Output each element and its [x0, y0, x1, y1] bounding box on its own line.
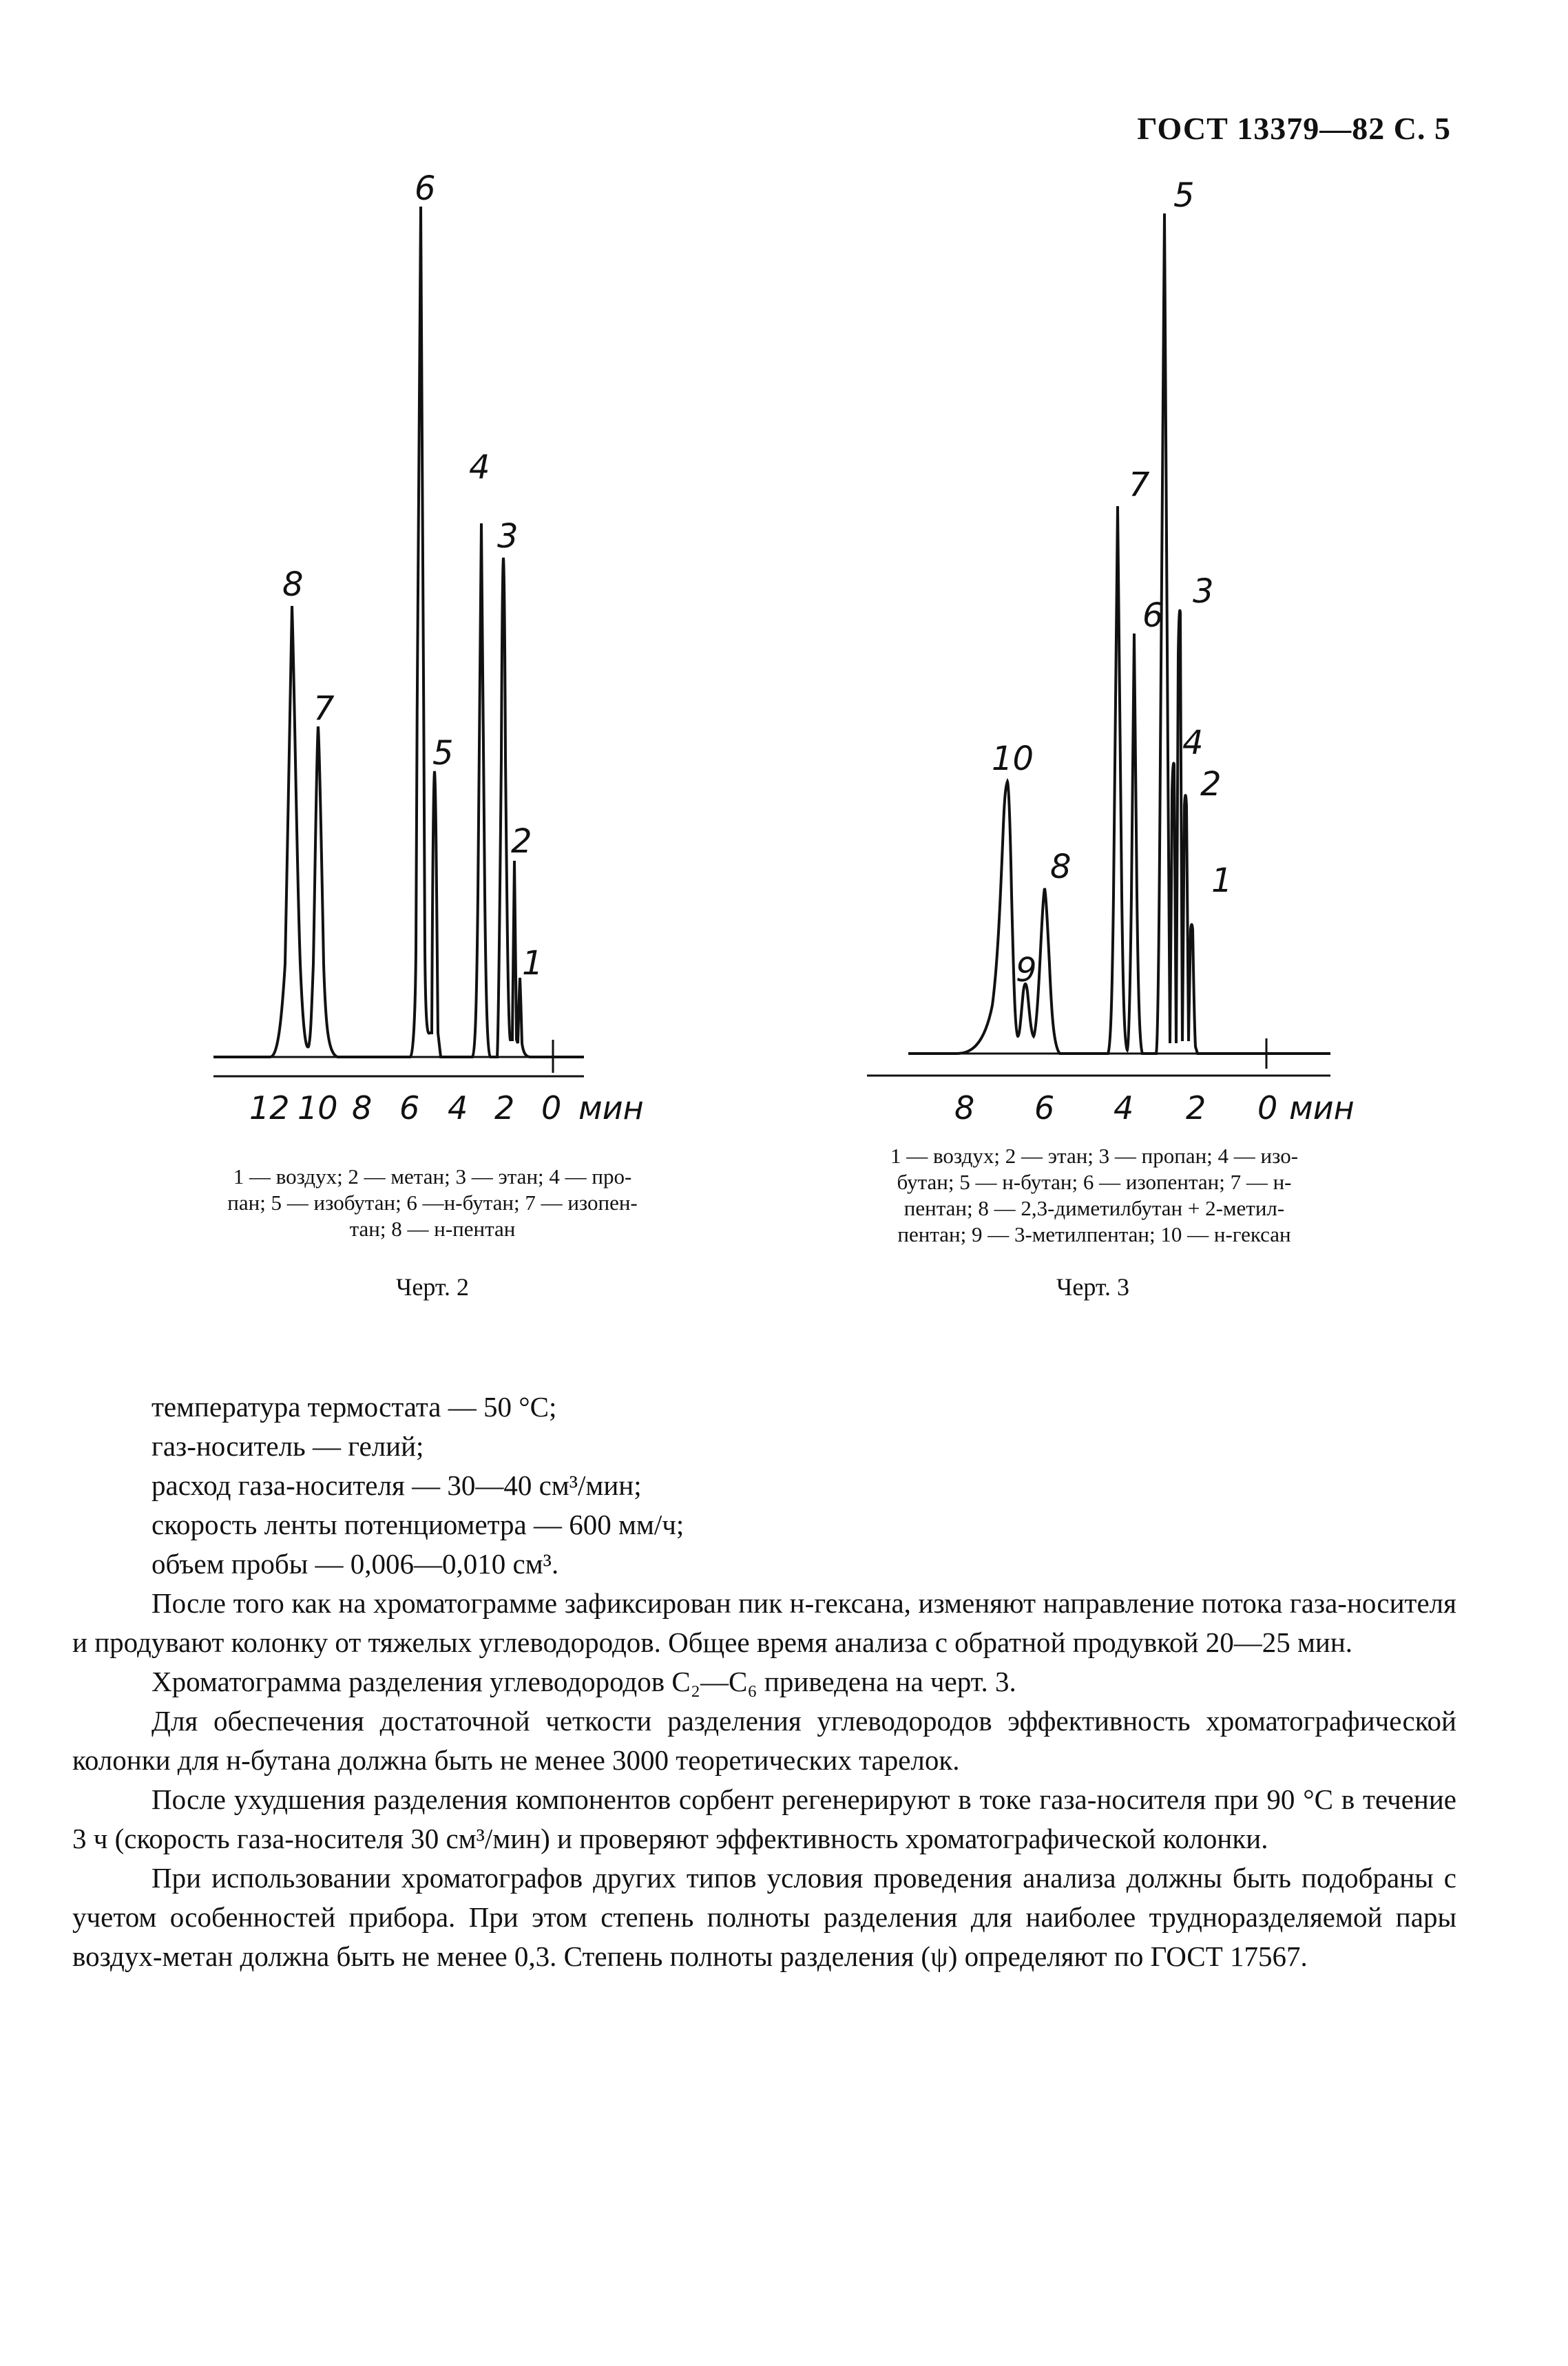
- legend-line: пан; 5 — изобутан; 6 —н-бутан; 7 — изопен-: [227, 1191, 638, 1215]
- tick-label: 2: [1186, 1089, 1206, 1127]
- caption-fig3: Черт. 3: [1056, 1273, 1129, 1301]
- legend-line: пентан; 9 — 3-метилпентан; 10 — н-гексан: [897, 1222, 1291, 1246]
- axis-unit: мин: [578, 1089, 644, 1127]
- axis-ticks-fig2: [249, 1089, 644, 1127]
- peak-label: 8: [282, 565, 304, 604]
- caption-fig2: Черт. 2: [396, 1273, 469, 1301]
- peak-label: 5: [1173, 176, 1195, 215]
- legend-fig2: [185, 1164, 680, 1242]
- trace-fig3: [908, 213, 1330, 1054]
- legend-line: 1 — воздух; 2 — метан; 3 — этан; 4 — про-: [233, 1164, 632, 1189]
- tick-label: 4: [1114, 1089, 1134, 1127]
- tick-label: 6: [1034, 1089, 1055, 1127]
- figure-3: [784, 0, 1568, 1343]
- legend-line: пентан; 8 — 2,3-диметилбутан + 2-метил-: [903, 1196, 1285, 1220]
- tick-label: 0: [1257, 1089, 1278, 1127]
- peak-label: 9: [1016, 951, 1037, 990]
- paragraph: После того как на хроматограмме зафиксирован пик н-гексана, изменяют направление потока газа-носителя и продувают колонку от тяжелых углеводородов. Общее время анализа с обратной продувкой 20—25 мин.: [72, 1587, 1456, 1658]
- condition-line: расход газа-носителя — 30—40 см³/мин;: [151, 1469, 642, 1501]
- peak-label: 10: [992, 740, 1034, 778]
- peak-label: 2: [511, 822, 532, 861]
- paragraph: Хроматограмма разделения углеводородов С₂—С₆ приведена на черт. 3.: [151, 1666, 1016, 1697]
- peak-label: 4: [469, 448, 490, 487]
- peak-label: 7: [1129, 465, 1150, 504]
- peak-label: 3: [497, 517, 519, 556]
- peak-label: 3: [1193, 572, 1214, 611]
- peak-label: 2: [1200, 765, 1222, 804]
- chromatogram-2: [0, 0, 784, 1343]
- tick-label: 4: [448, 1089, 468, 1127]
- peak-label: 5: [432, 734, 454, 773]
- chromatogram-3: [784, 0, 1568, 1343]
- tick-label: 6: [399, 1089, 420, 1127]
- paragraph: При использовании хроматографов других типов условия проведения анализа должны быть подобраны с учетом особенностей прибора. При этом степень полноты разделения для наиболее трудноразделяемой пары воздух-метан должна быть не менее 0,3. Степень полноты разделения (ψ) определяют по ГОСТ 17567.: [72, 1862, 1456, 1972]
- trace-fig2: [213, 207, 584, 1057]
- tick-label: 2: [494, 1089, 515, 1127]
- tick-label: 10: [297, 1089, 338, 1127]
- conditions-list: [151, 1388, 1456, 1584]
- legend-line: 1 — воздух; 2 — этан; 3 — пропан; 4 — изо-: [890, 1144, 1299, 1168]
- axis-ticks-fig3: [954, 1089, 1355, 1127]
- paragraph: Для обеспечения достаточной четкости разделения углеводородов эффективность хроматографической колонки для н-бутана должна быть не менее 3000 теоретических тарелок.: [72, 1705, 1456, 1776]
- paragraph: После ухудшения разделения компонентов сорбент регенерируют в токе газа-носителя при 90 °С в течение 3 ч (скорость газа-носителя 30 см³/мин) и проверяют эффективность хроматографической колонки.: [72, 1783, 1456, 1854]
- peak-label: 7: [313, 689, 335, 728]
- legend-line: бутан; 5 — н-бутан; 6 — изопентан; 7 — н-: [897, 1170, 1292, 1194]
- tick-label: 8: [352, 1089, 373, 1127]
- condition-line: газ-носитель — гелий;: [151, 1430, 424, 1462]
- body-text: [72, 1388, 1456, 1976]
- axis-unit: мин: [1289, 1089, 1355, 1127]
- peak-label: 1: [1211, 861, 1233, 900]
- condition-line: температура термостата — 50 °С;: [151, 1391, 557, 1423]
- peak-label: 4: [1182, 724, 1204, 762]
- condition-line: объем пробы — 0,006—0,010 см³.: [151, 1548, 559, 1580]
- figure-2: [0, 0, 784, 1343]
- tick-label: 8: [954, 1089, 975, 1127]
- tick-label: 12: [249, 1089, 290, 1127]
- peak-label: 1: [522, 944, 543, 983]
- legend-fig3: [853, 1143, 1335, 1248]
- peak-label: 8: [1050, 848, 1072, 886]
- tick-label: 0: [541, 1089, 562, 1127]
- peak-labels-fig3: [992, 176, 1233, 990]
- peak-label: 6: [1142, 596, 1164, 635]
- page-header: ГОСТ 13379—82 С. 5: [1137, 111, 1451, 146]
- legend-line: тан; 8 — н-пентан: [349, 1217, 516, 1241]
- peak-label: 6: [415, 169, 436, 208]
- condition-line: скорость ленты потенциометра — 600 мм/ч;: [151, 1509, 684, 1540]
